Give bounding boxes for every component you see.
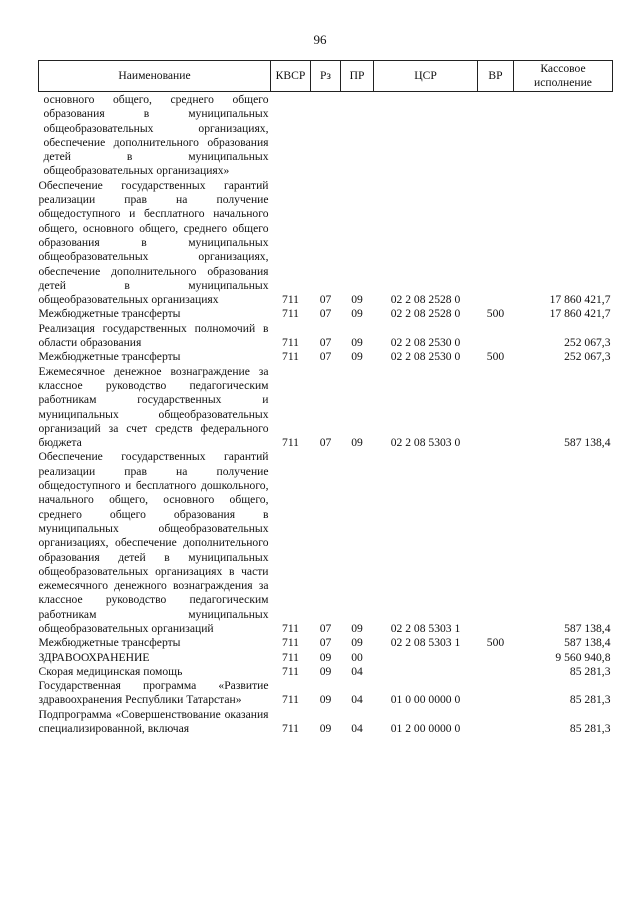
row-sum: 252 067,3	[564, 336, 611, 350]
table-row	[39, 92, 613, 179]
header-name: Наименование	[39, 61, 271, 92]
row-rz: 07	[319, 350, 332, 364]
table-row	[39, 450, 613, 636]
row-pr: 04	[351, 664, 363, 678]
row-kvsr: 711	[282, 307, 299, 321]
row-csr: 02 2 08 5303 1	[390, 621, 461, 635]
table-row	[39, 322, 613, 351]
row-csr: 02 2 08 2528 0	[390, 307, 461, 321]
row-name: ЗДРАВООХРАНЕНИЕ	[38, 650, 150, 664]
row-name: основного общего, среднего общего образования в муниципальных общеобразовательных организациях, обеспечение дополнительного образования детей в муниципальных общеобразовательных организациях»	[43, 93, 269, 178]
row-csr: 02 2 08 5303 0	[390, 436, 461, 450]
row-kvsr: 711	[282, 621, 299, 635]
row-pr: 09	[351, 336, 363, 350]
row-csr: 02 2 08 2530 0	[390, 350, 461, 364]
row-rz: 09	[319, 650, 332, 664]
row-csr: 01 2 00 0000 0	[390, 722, 461, 736]
row-rz: 07	[319, 636, 332, 650]
row-csr: 01 0 00 0000 0	[390, 693, 461, 707]
header-kvsr: КВСР	[271, 61, 311, 92]
row-rz: 07	[319, 621, 332, 635]
row-sum: 9 560 940,8	[555, 650, 611, 664]
row-kvsr: 711	[282, 636, 299, 650]
row-pr: 00	[351, 650, 363, 664]
row-rz: 07	[319, 307, 332, 321]
row-sum: 85 281,3	[569, 693, 611, 707]
row-sum	[514, 92, 613, 179]
row-kvsr: 711	[282, 693, 299, 707]
row-name: Скорая медицинская помощь	[38, 664, 183, 678]
row-vr: 500	[486, 350, 505, 364]
row-name: Государственная программа «Развитие здравоохранения Республики Татарстан»	[38, 679, 269, 707]
table-row	[39, 365, 613, 451]
table-row	[39, 307, 613, 321]
row-rz	[311, 92, 341, 179]
row-name: Межбюджетные трансферты	[38, 350, 181, 364]
row-csr	[374, 651, 478, 665]
row-kvsr: 711	[282, 722, 299, 736]
row-vr	[478, 651, 514, 665]
table-header	[39, 61, 613, 92]
row-csr: 02 2 08 2528 0	[390, 293, 461, 307]
header-pr: ПР	[341, 61, 374, 92]
table-row	[39, 708, 613, 737]
row-kvsr: 711	[282, 436, 299, 450]
row-name: Подпрограмма «Совершенствование оказания специализированной, включая	[38, 707, 269, 736]
table-row	[39, 679, 613, 708]
header-rz: Рз	[311, 61, 341, 92]
row-pr: 09	[351, 636, 363, 650]
row-name: Межбюджетные трансферты	[38, 636, 181, 650]
row-name: Обеспечение государственных гарантий реализации прав на получение общедоступного и бесплатного дошкольного, начального общего, основного общего, среднего общего образования в муниципальных общеобразовательных организациях, обеспечение дополнительного образования детей в муниципальных общеобразовательных организациях в части ежемесячного денежного вознаграждения за классное руководство педагогическим работникам муниципальных общеобразовательных организаций	[38, 450, 269, 635]
budget-table	[38, 60, 613, 736]
row-vr: 500	[486, 307, 505, 321]
row-name: Ежемесячное денежное вознаграждение за классное руководство педагогическим работникам государственных и муниципальных общеобразовательных организаций за счет средств федерального бюджета	[38, 364, 269, 450]
row-vr	[478, 92, 514, 179]
table-row	[39, 665, 613, 679]
row-vr	[478, 365, 514, 451]
row-vr	[478, 322, 514, 351]
header-sum: Кассовое исполнение	[514, 61, 613, 92]
row-kvsr: 711	[282, 350, 299, 364]
row-pr: 09	[351, 621, 363, 635]
row-pr: 09	[351, 436, 363, 450]
table-row	[39, 651, 613, 665]
row-pr: 04	[351, 722, 363, 736]
row-sum: 17 860 421,7	[549, 307, 611, 321]
row-vr	[478, 450, 514, 636]
header-vr: ВР	[478, 61, 514, 92]
row-pr: 09	[351, 307, 363, 321]
row-kvsr: 711	[282, 293, 299, 307]
row-csr: 02 2 08 5303 1	[390, 636, 461, 650]
row-pr	[341, 92, 374, 179]
row-kvsr: 711	[282, 664, 299, 678]
row-csr	[374, 92, 478, 179]
page-number: 96	[313, 32, 327, 47]
row-rz: 07	[319, 336, 332, 350]
row-sum: 587 138,4	[564, 636, 611, 650]
row-sum: 85 281,3	[569, 722, 611, 736]
row-kvsr: 711	[282, 336, 299, 350]
row-rz: 07	[319, 436, 332, 450]
row-rz: 09	[319, 664, 332, 678]
row-kvsr: 711	[282, 650, 299, 664]
row-pr: 04	[351, 693, 363, 707]
row-pr: 09	[351, 350, 363, 364]
row-vr: 500	[486, 636, 505, 650]
header-csr: ЦСР	[374, 61, 478, 92]
row-rz: 07	[319, 293, 332, 307]
row-kvsr	[271, 92, 311, 179]
table-body	[39, 92, 613, 737]
row-sum: 85 281,3	[569, 664, 611, 678]
row-vr	[478, 708, 514, 737]
table-row	[39, 636, 613, 650]
table-row	[39, 179, 613, 308]
row-sum: 587 138,4	[564, 436, 611, 450]
row-name: Межбюджетные трансферты	[38, 307, 181, 321]
row-sum: 587 138,4	[564, 621, 611, 635]
row-name: Реализация государственных полномочий в области образования	[38, 321, 269, 350]
row-sum: 252 067,3	[564, 350, 611, 364]
row-rz: 09	[319, 722, 332, 736]
row-vr	[478, 179, 514, 308]
row-name: Обеспечение государственных гарантий реализации прав на получение общедоступного и бесплатного начального общего, основного общего, среднего общего образования в муниципальных общеобразовательных организациях, обеспечение дополнительного образования детей в муниципальных общеобразовательных организациях	[38, 178, 269, 307]
row-pr: 09	[351, 293, 363, 307]
row-sum: 17 860 421,7	[549, 293, 611, 307]
row-vr	[478, 679, 514, 708]
row-csr: 02 2 08 2530 0	[390, 336, 461, 350]
row-rz: 09	[319, 693, 332, 707]
table-row	[39, 350, 613, 364]
row-csr	[374, 665, 478, 679]
row-vr	[478, 665, 514, 679]
